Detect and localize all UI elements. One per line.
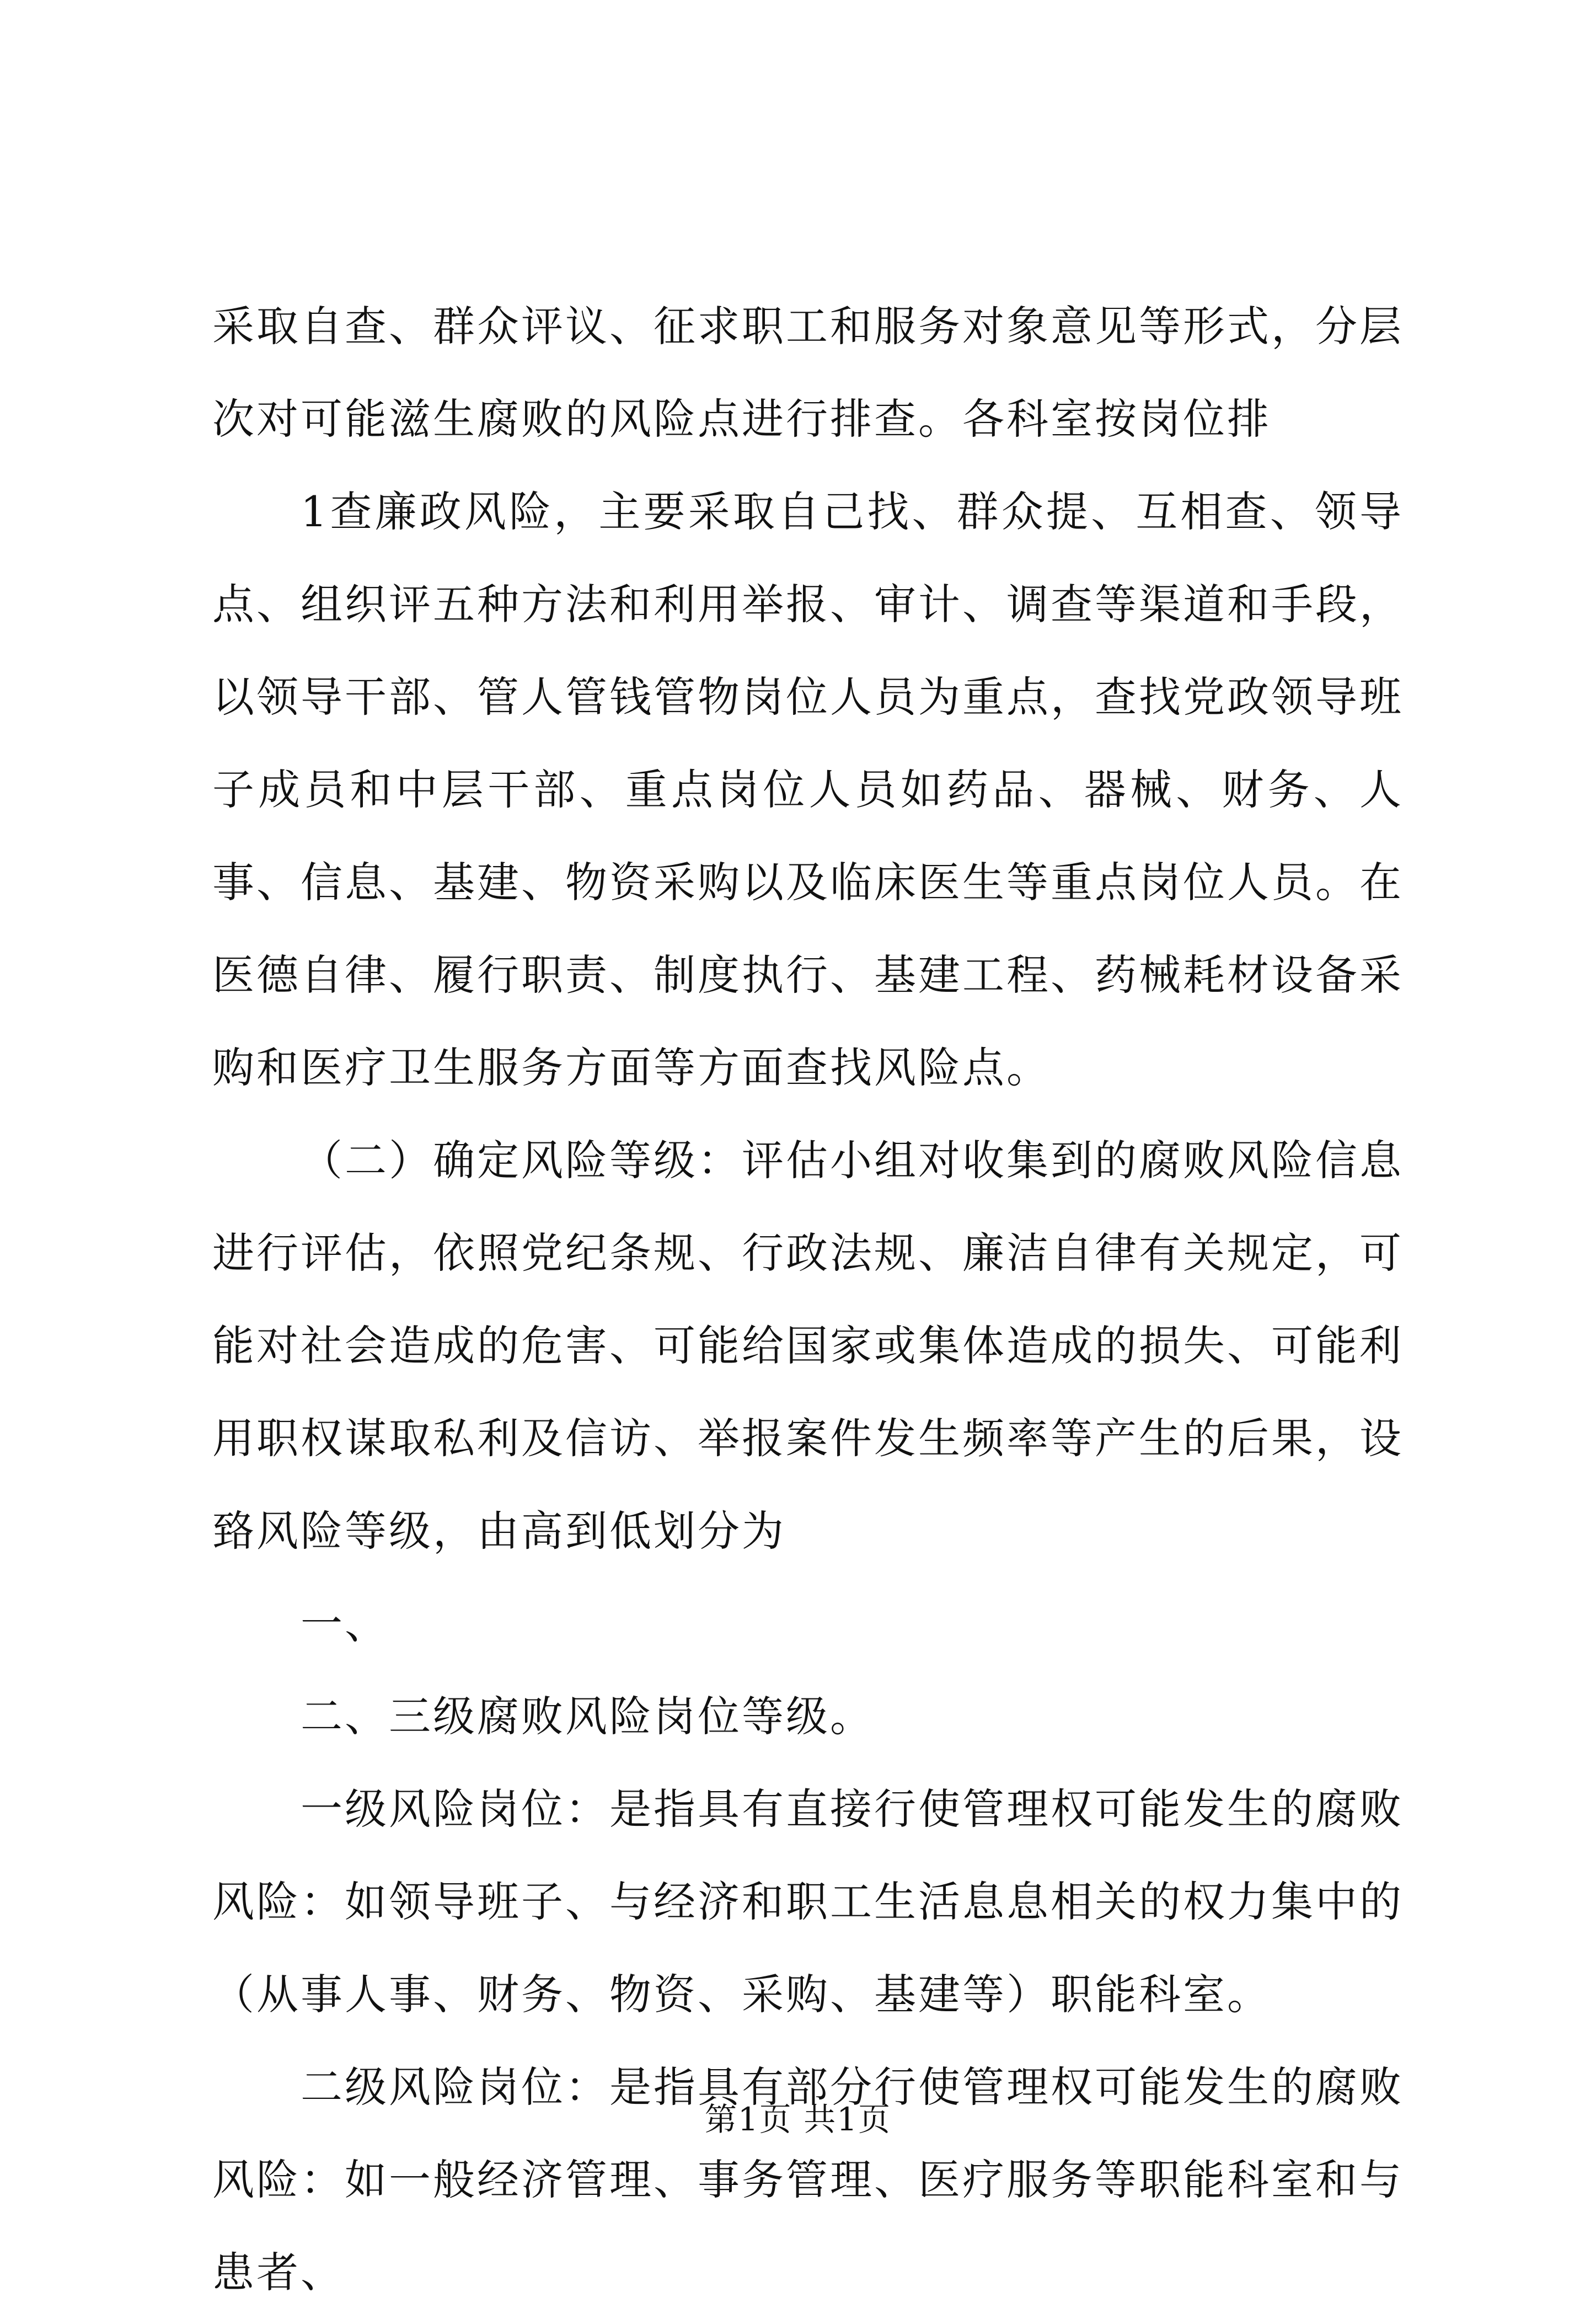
paragraph-7: 二级风险岗位：是指具有部分行使管理权可能发生的腐败风险：如一般经济管理、事务管理、医疗服务等职能科室和与患者、: [212, 2062, 1404, 2297]
paragraph-6: 一级风险岗位：是指具有直接行使管理权可能发生的腐败风险：如领导班子、与经济和职工生活息息相关的权力集中的（从事人事、财务、物资、采购、基建等）职能科室。: [212, 1784, 1404, 2019]
paragraph-2: 1查廉政风险，主要采取自己找、群众提、互相查、领导点、组织评五种方法和利用举报、审计、调查等渠道和手段，以领导干部、管人管钱管物岗位人员为重点，查找党政领导班子成员和中层干部、重点岗位人员如药品、器械、财务、人事、信息、基建、物资采购以及临床医生等重点岗位人员。在医德自律、履行职责、制度执行、基建工程、药械耗材设备采购和医疗卫生服务方面等方面查找风险点。: [212, 487, 1404, 1092]
paragraph-1: 采取自查、群众评议、征求职工和服务对象意见等形式，分层次对可能滋生腐败的风险点进行排查。各科室按岗位排: [212, 302, 1404, 444]
page-footer: 第1页 共1页: [704, 2101, 892, 2138]
paragraph-3: （二）确定风险等级：评估小组对收集到的腐败风险信息进行评估，依照党纪条规、行政法规、廉洁自律有关规定，可能对社会造成的危害、可能给国家或集体造成的损失、可能利用职权谋取私利及信访、举报案件发生频率等产生的后果，设臵风险等级，由高到低划分为: [212, 1136, 1404, 1556]
paragraph-5: 二、三级腐败风险岗位等级。: [301, 1692, 874, 1741]
paragraph-4: 一、: [301, 1599, 389, 1648]
document-body: [212, 280, 1404, 2319]
